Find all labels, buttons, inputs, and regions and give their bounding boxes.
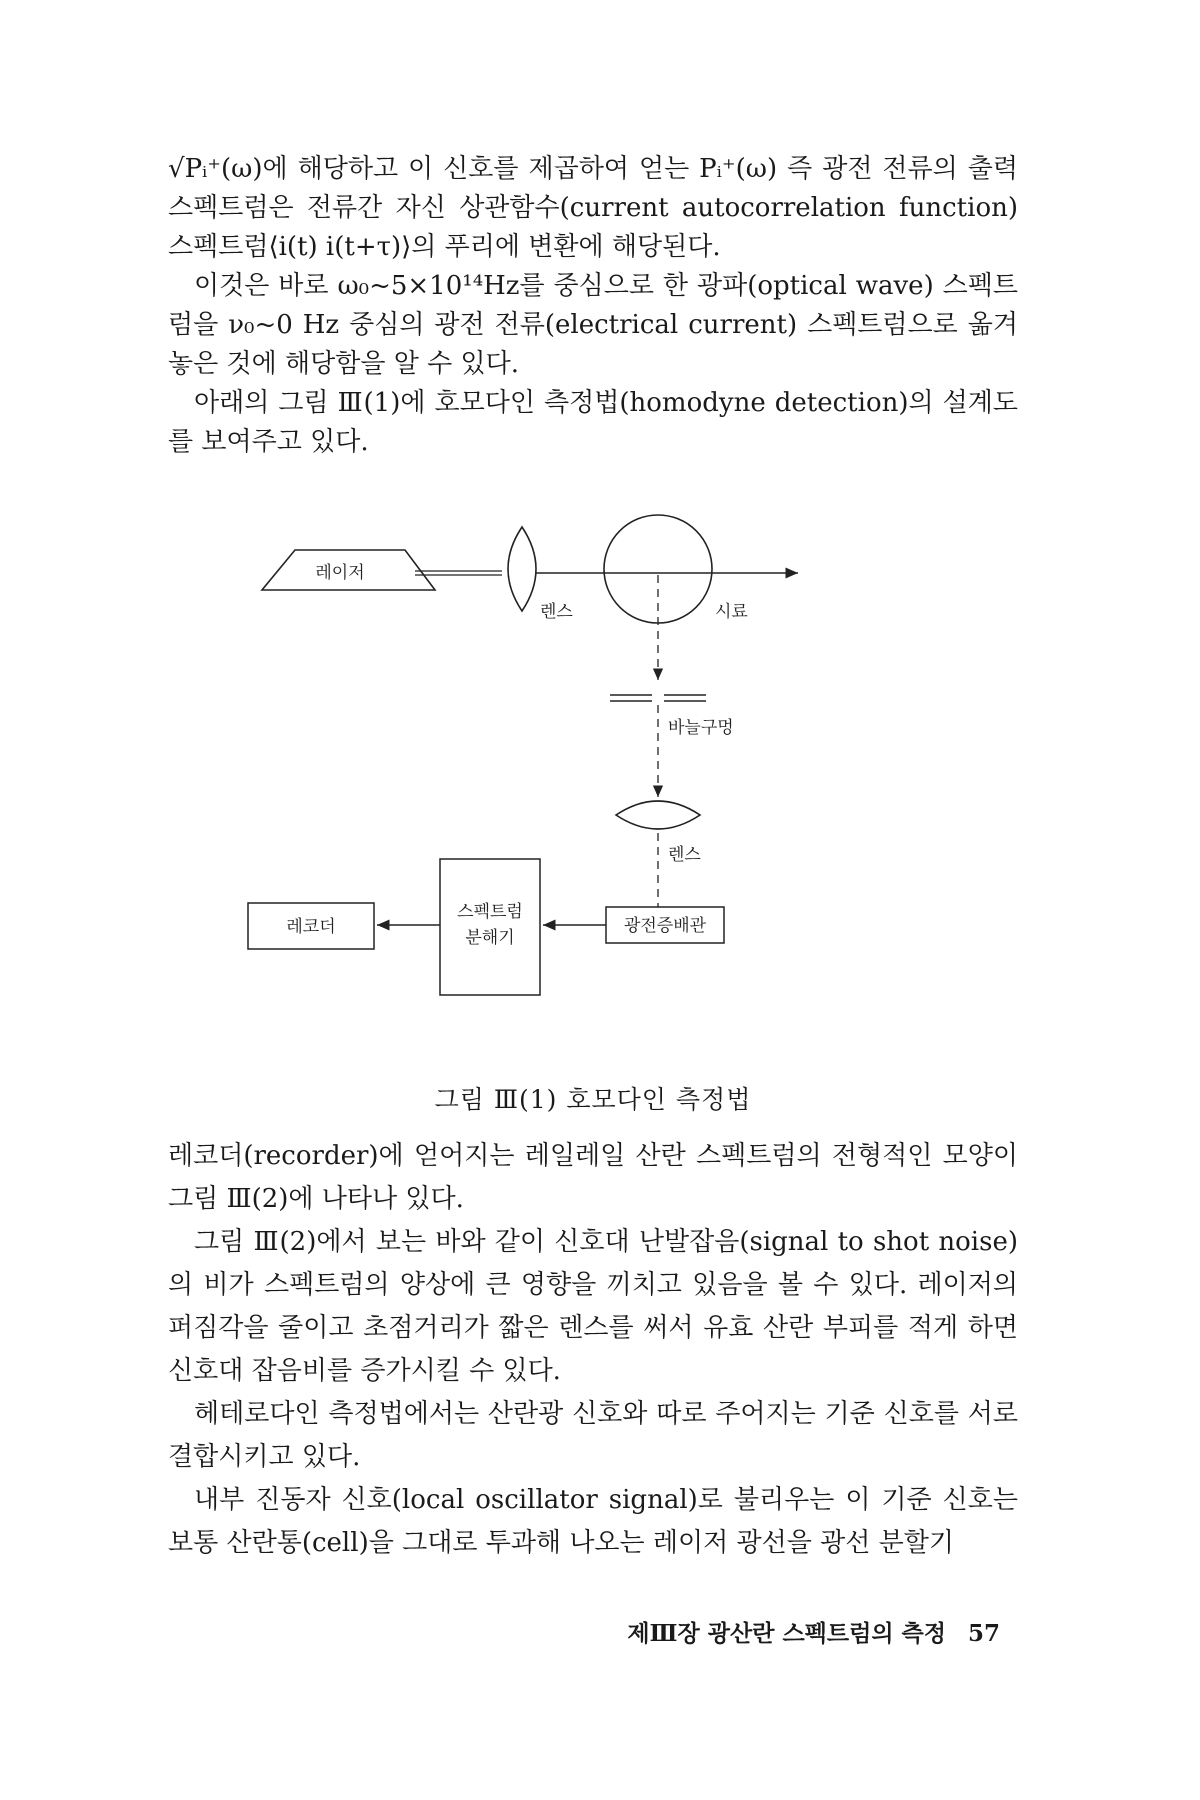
photomultiplier-label: 광전증배관	[623, 916, 707, 936]
lens-top-label: 렌스	[540, 602, 573, 622]
paragraph-1: √Pᵢ⁺(ω)에 해당하고 이 신호를 제곱하여 얻는 Pᵢ⁺(ω) 즉 광전 전류의 출력 스펙트럼은 전류간 자신 상관함수(current autocorrelation function) 스펙트럼⟨i(t) i(t+τ)⟩의 푸리에 변환에 해당된다.	[168, 154, 1018, 262]
analyzer-label-1: 스펙트럼	[457, 902, 523, 922]
lens-bottom-label: 렌스	[668, 845, 701, 865]
lens-bottom-shape	[616, 801, 700, 829]
page-footer	[168, 1615, 1000, 1648]
body-text-top	[168, 150, 1018, 462]
paragraph-7: 내부 진동자 신호(local oscillator signal)로 불리우는 이 기준 신호는 보통 산란통(cell)을 그대로 투과해 나오는 레이저 광선을 광선 분할기	[168, 1485, 1018, 1558]
recorder-label: 레코더	[286, 917, 336, 937]
paragraph-6: 헤테로다인 측정법에서는 산란광 신호와 따로 주어지는 기준 신호를 서로 결합시키고 있다.	[168, 1399, 1018, 1472]
chapter-title: 제Ⅲ장 광산란 스펙트럼의 측정	[627, 1620, 946, 1647]
lens-top-shape	[508, 527, 536, 611]
analyzer-box	[440, 859, 540, 995]
sample-label: 시료	[715, 602, 748, 622]
paragraph-4: 레코더(recorder)에 얻어지는 레일레일 산란 스펙트럼의 전형적인 모양이 그림 Ⅲ(2)에 나타나 있다.	[168, 1141, 1018, 1214]
page-number: 57	[967, 1620, 1000, 1647]
paragraph-5: 그림 Ⅲ(2)에서 보는 바와 같이 신호대 난발잡음(signal to shot noise)의 비가 스펙트럼의 양상에 큰 영향을 끼치고 있음을 볼 수 있다. 레이저의 퍼짐각을 줄이고 초점거리가 짧은 렌스를 써서 유효 산란 부피를 적게 하면 신호대 잡음비를 증가시킬 수 있다.	[168, 1227, 1018, 1386]
laser-label: 레이저	[315, 563, 365, 583]
paragraph-2: 이것은 바로 ω₀~5×10¹⁴Hz를 중심으로 한 광파(optical wave) 스펙트럼을 ν₀~0 Hz 중심의 광전 전류(electrical current) 스펙트럼으로 옮겨 놓은 것에 해당함을 알 수 있다.	[168, 271, 1018, 379]
body-text-bottom	[168, 1135, 1018, 1565]
homodyne-diagram	[240, 505, 940, 1085]
pinhole-label: 바늘구멍	[668, 718, 734, 738]
analyzer-label-2: 분해기	[465, 928, 515, 948]
figure-caption: 그림 Ⅲ(1) 호모다인 측정법	[434, 1085, 752, 1114]
paragraph-3: 아래의 그림 Ⅲ(1)에 호모다인 측정법(homodyne detection)의 설계도를 보여주고 있다.	[168, 388, 1018, 457]
